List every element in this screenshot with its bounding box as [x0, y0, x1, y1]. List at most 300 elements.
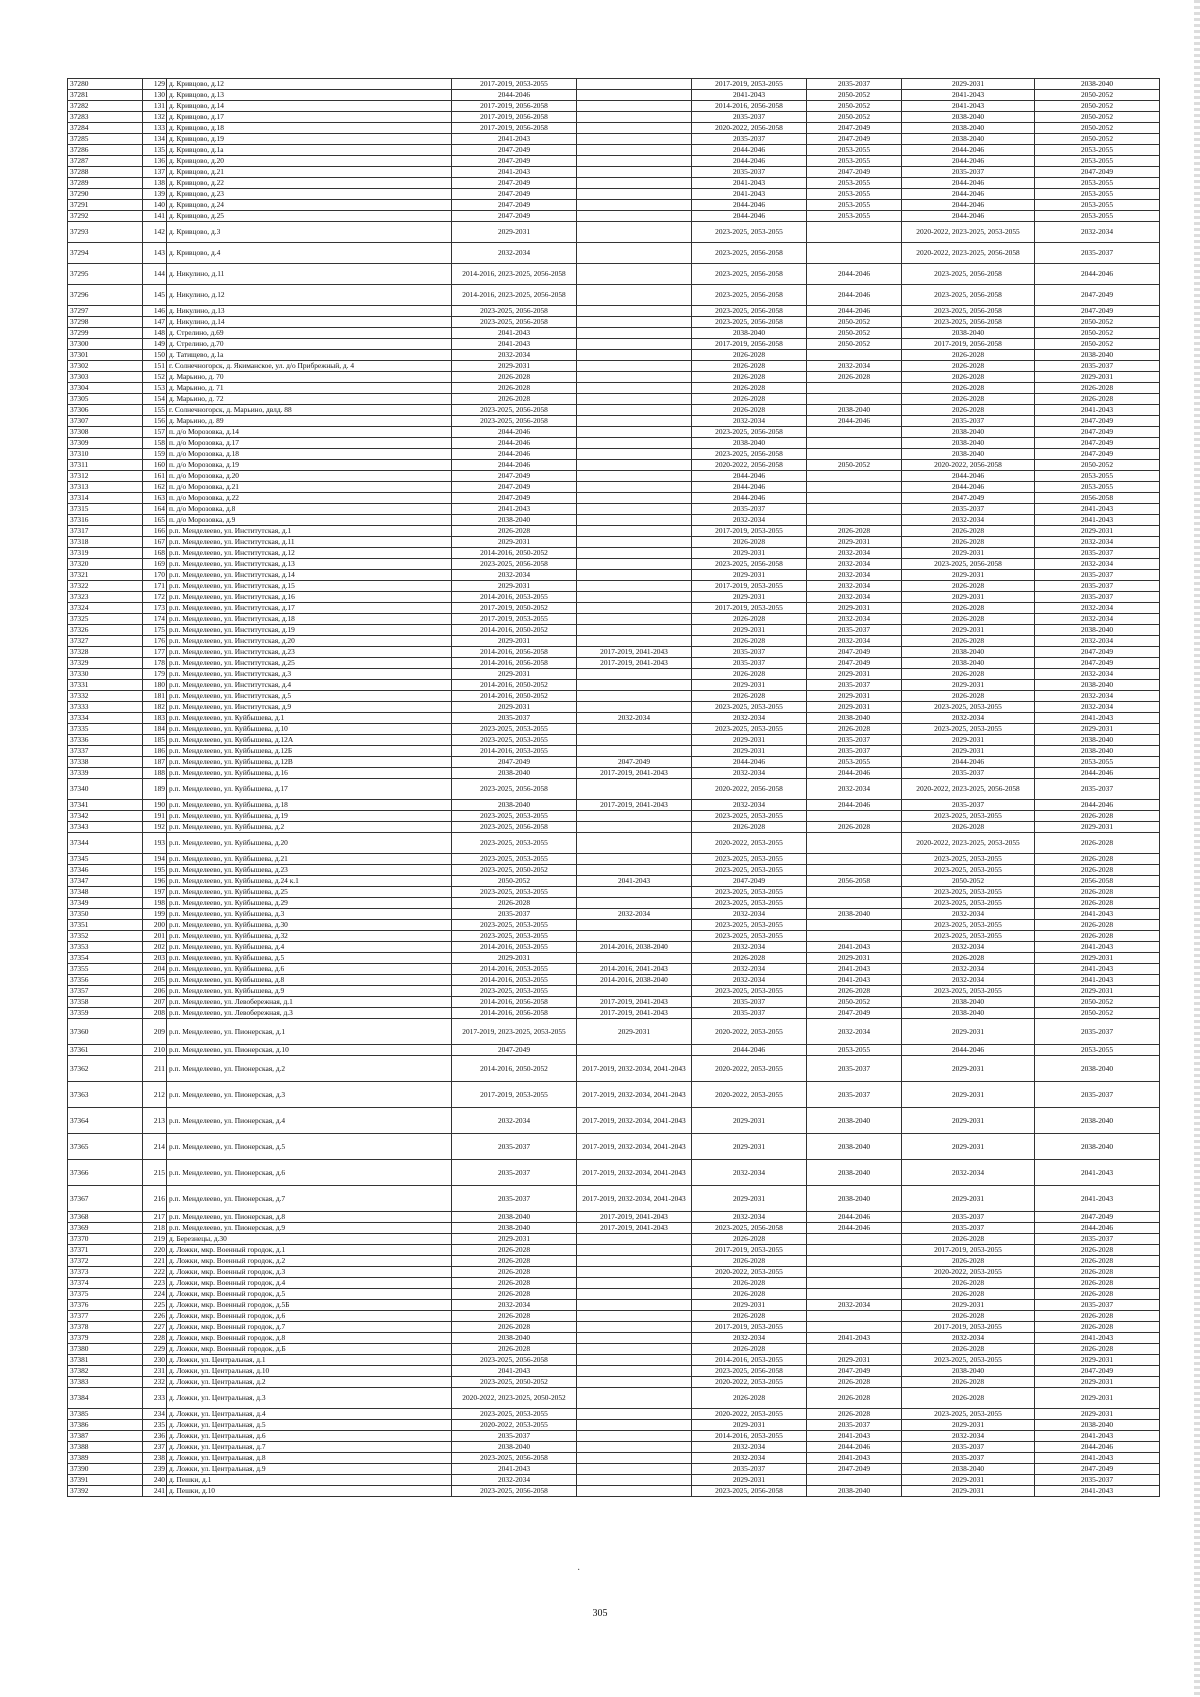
address-cell: д. Кривцово, д.12 — [167, 79, 452, 90]
period-col-3-cell: 2023-2025, 2056-2058 — [692, 449, 807, 460]
row-id-cell: 37283 — [68, 112, 143, 123]
table-row — [68, 515, 1160, 526]
period-col-2-cell: 2014-2016, 2038-2040 — [577, 942, 692, 953]
row-id-cell: 37362 — [68, 1056, 143, 1082]
table-row — [68, 306, 1160, 317]
period-col-2-cell — [577, 1486, 692, 1497]
address-cell: р.п. Менделеево, ул. Институтская, д.20 — [167, 636, 452, 647]
address-cell: д. Кривцово, д.18 — [167, 123, 452, 134]
period-col-3-cell: 2029-2031 — [692, 1108, 807, 1134]
address-cell: р.п. Менделеево, ул. Институтская, д.9 — [167, 702, 452, 713]
table-row — [68, 134, 1160, 145]
period-col-3-cell: 2023-2025, 2053-2055 — [692, 811, 807, 822]
table-row — [68, 964, 1160, 975]
table-row — [68, 211, 1160, 222]
period-col-5-cell: 2026-2028 — [902, 1388, 1035, 1409]
period-col-6-cell: 2047-2049 — [1035, 438, 1160, 449]
period-col-3-cell: 2029-2031 — [692, 1475, 807, 1486]
period-col-6-cell: 2038-2040 — [1035, 735, 1160, 746]
table-row — [68, 735, 1160, 746]
address-cell: р.п. Менделеево, ул. Пионерская, д.8 — [167, 1212, 452, 1223]
period-col-3-cell: 2029-2031 — [692, 1186, 807, 1212]
period-col-5-cell: 2038-2040 — [902, 427, 1035, 438]
row-id-cell: 37349 — [68, 898, 143, 909]
period-col-1-cell: 2029-2031 — [452, 537, 577, 548]
row-number-cell: 221 — [143, 1256, 167, 1267]
period-col-5-cell: 2044-2046 — [902, 757, 1035, 768]
row-number-cell: 130 — [143, 90, 167, 101]
address-cell: р.п. Менделеево, ул. Пионерская, д.1 — [167, 1019, 452, 1045]
period-col-2-cell — [577, 1366, 692, 1377]
address-cell: р.п. Менделеево, ул. Куйбышева, д.3 — [167, 909, 452, 920]
row-number-cell: 192 — [143, 822, 167, 833]
period-col-4-cell: 2053-2055 — [807, 156, 902, 167]
period-col-6-cell: 2029-2031 — [1035, 986, 1160, 997]
period-col-1-cell: 2023-2025, 2056-2058 — [452, 822, 577, 833]
period-col-4-cell — [807, 504, 902, 515]
period-col-2-cell — [577, 1431, 692, 1442]
period-col-4-cell — [807, 438, 902, 449]
period-col-3-cell: 2017-2019, 2053-2055 — [692, 79, 807, 90]
address-cell: д. Никулино, д.12 — [167, 285, 452, 306]
row-number-cell: 195 — [143, 865, 167, 876]
period-col-2-cell — [577, 1267, 692, 1278]
address-cell: д. Ложки, мкр. Военный городок, д.5 — [167, 1289, 452, 1300]
period-col-2-cell — [577, 79, 692, 90]
row-number-cell: 183 — [143, 713, 167, 724]
row-number-cell: 229 — [143, 1344, 167, 1355]
address-cell: р.п. Менделеево, ул. Куйбышева, д.29 — [167, 898, 452, 909]
address-cell: р.п. Менделеево, ул. Куйбышева, д.4 — [167, 942, 452, 953]
period-col-6-cell: 2047-2049 — [1035, 306, 1160, 317]
period-col-3-cell: 2032-2034 — [692, 942, 807, 953]
address-cell: д. Ложки, ул. Центральная, д.5 — [167, 1420, 452, 1431]
row-number-cell: 138 — [143, 178, 167, 189]
table-row — [68, 647, 1160, 658]
address-cell: р.п. Менделеево, ул. Пионерская, д.6 — [167, 1160, 452, 1186]
row-id-cell: 37337 — [68, 746, 143, 757]
table-row — [68, 768, 1160, 779]
address-cell: р.п. Менделеево, ул. Пионерская, д.3 — [167, 1082, 452, 1108]
period-col-4-cell — [807, 471, 902, 482]
table-row — [68, 1388, 1160, 1409]
period-col-1-cell: 2026-2028 — [452, 898, 577, 909]
period-col-2-cell — [577, 1409, 692, 1420]
table-row — [68, 887, 1160, 898]
period-col-3-cell: 2014-2016, 2053-2055 — [692, 1431, 807, 1442]
period-col-6-cell: 2047-2049 — [1035, 285, 1160, 306]
period-col-4-cell: 2041-2043 — [807, 975, 902, 986]
period-col-3-cell: 2029-2031 — [692, 570, 807, 581]
address-cell: р.п. Менделеево, ул. Куйбышева, д.8 — [167, 975, 452, 986]
period-col-5-cell: 2029-2031 — [902, 1082, 1035, 1108]
period-col-4-cell: 2050-2052 — [807, 101, 902, 112]
period-col-6-cell: 2044-2046 — [1035, 768, 1160, 779]
period-col-6-cell: 2050-2052 — [1035, 112, 1160, 123]
period-col-1-cell: 2038-2040 — [452, 1333, 577, 1344]
period-col-1-cell: 2023-2025, 2053-2055 — [452, 920, 577, 931]
period-col-4-cell: 2053-2055 — [807, 189, 902, 200]
row-id-cell: 37320 — [68, 559, 143, 570]
period-col-3-cell: 2032-2034 — [692, 416, 807, 427]
period-col-3-cell: 2026-2028 — [692, 1388, 807, 1409]
period-col-5-cell: 2038-2040 — [902, 134, 1035, 145]
period-col-5-cell: 2035-2037 — [902, 1223, 1035, 1234]
period-col-4-cell: 2047-2049 — [807, 1464, 902, 1475]
period-col-1-cell: 2047-2049 — [452, 189, 577, 200]
period-col-1-cell: 2014-2016, 2053-2055 — [452, 942, 577, 953]
period-col-6-cell: 2026-2028 — [1035, 1278, 1160, 1289]
period-col-5-cell: 2020-2022, 2023-2025, 2056-2058 — [902, 243, 1035, 264]
period-col-2-cell — [577, 145, 692, 156]
period-col-4-cell: 2032-2034 — [807, 592, 902, 603]
period-col-4-cell: 2032-2034 — [807, 559, 902, 570]
row-id-cell: 37344 — [68, 833, 143, 854]
row-id-cell: 37389 — [68, 1453, 143, 1464]
table-row — [68, 145, 1160, 156]
period-col-1-cell: 2014-2016, 2053-2055 — [452, 964, 577, 975]
period-col-5-cell: 2026-2028 — [902, 361, 1035, 372]
period-col-4-cell — [807, 898, 902, 909]
table-row — [68, 243, 1160, 264]
period-col-1-cell: 2023-2025, 2056-2058 — [452, 306, 577, 317]
period-col-2-cell — [577, 702, 692, 713]
period-col-6-cell: 2053-2055 — [1035, 189, 1160, 200]
period-col-6-cell: 2053-2055 — [1035, 156, 1160, 167]
period-col-5-cell: 2035-2037 — [902, 768, 1035, 779]
address-cell: п. д/о Морозовка, д.17 — [167, 438, 452, 449]
period-col-1-cell: 2029-2031 — [452, 361, 577, 372]
row-number-cell: 201 — [143, 931, 167, 942]
period-col-5-cell: 2032-2034 — [902, 964, 1035, 975]
period-col-5-cell: 2038-2040 — [902, 438, 1035, 449]
period-col-3-cell: 2035-2037 — [692, 1464, 807, 1475]
table-row — [68, 1223, 1160, 1234]
period-col-2-cell — [577, 746, 692, 757]
period-col-4-cell: 2038-2040 — [807, 713, 902, 724]
table-row — [68, 1431, 1160, 1442]
period-col-1-cell: 2017-2019, 2053-2055 — [452, 1082, 577, 1108]
period-col-1-cell: 2035-2037 — [452, 1431, 577, 1442]
table-row — [68, 1333, 1160, 1344]
period-col-2-cell — [577, 811, 692, 822]
address-cell: р.п. Менделеево, ул. Куйбышева, д.12В — [167, 757, 452, 768]
period-col-2-cell — [577, 317, 692, 328]
row-number-cell: 214 — [143, 1134, 167, 1160]
period-col-4-cell: 2053-2055 — [807, 1045, 902, 1056]
row-number-cell: 150 — [143, 350, 167, 361]
period-col-1-cell: 2014-2016, 2050-2052 — [452, 1056, 577, 1082]
period-col-3-cell: 2023-2025, 2056-2058 — [692, 264, 807, 285]
period-col-4-cell: 2029-2031 — [807, 1355, 902, 1366]
row-id-cell: 37351 — [68, 920, 143, 931]
period-col-1-cell: 2017-2019, 2056-2058 — [452, 123, 577, 134]
period-col-3-cell: 2023-2025, 2056-2058 — [692, 306, 807, 317]
row-number-cell: 148 — [143, 328, 167, 339]
period-col-5-cell: 2050-2052 — [902, 876, 1035, 887]
period-col-2-cell — [577, 1420, 692, 1431]
period-col-1-cell: 2026-2028 — [452, 1245, 577, 1256]
row-number-cell: 156 — [143, 416, 167, 427]
period-col-1-cell: 2023-2025, 2056-2058 — [452, 416, 577, 427]
row-id-cell: 37290 — [68, 189, 143, 200]
period-col-3-cell: 2032-2034 — [692, 1453, 807, 1464]
period-col-1-cell: 2014-2016, 2050-2052 — [452, 625, 577, 636]
period-col-4-cell — [807, 1289, 902, 1300]
period-col-2-cell — [577, 854, 692, 865]
period-col-6-cell: 2026-2028 — [1035, 920, 1160, 931]
period-col-2-cell — [577, 1278, 692, 1289]
period-col-1-cell: 2017-2019, 2050-2052 — [452, 603, 577, 614]
period-col-2-cell — [577, 1344, 692, 1355]
row-number-cell: 134 — [143, 134, 167, 145]
period-col-1-cell: 2026-2028 — [452, 1256, 577, 1267]
period-col-3-cell: 2029-2031 — [692, 746, 807, 757]
period-col-4-cell — [807, 811, 902, 822]
period-col-5-cell: 2032-2034 — [902, 975, 1035, 986]
period-col-6-cell: 2029-2031 — [1035, 1388, 1160, 1409]
row-id-cell: 37356 — [68, 975, 143, 986]
table-row — [68, 669, 1160, 680]
period-col-3-cell: 2041-2043 — [692, 189, 807, 200]
row-id-cell: 37353 — [68, 942, 143, 953]
row-number-cell: 213 — [143, 1108, 167, 1134]
period-col-5-cell: 2044-2046 — [902, 1045, 1035, 1056]
period-col-4-cell — [807, 1344, 902, 1355]
row-number-cell: 166 — [143, 526, 167, 537]
period-col-3-cell: 2029-2031 — [692, 680, 807, 691]
row-number-cell: 199 — [143, 909, 167, 920]
table-row — [68, 79, 1160, 90]
period-col-5-cell: 2020-2022, 2023-2025, 2053-2055 — [902, 833, 1035, 854]
period-col-1-cell: 2014-2016, 2023-2025, 2056-2058 — [452, 285, 577, 306]
address-cell: д. Ложки, ул. Центральная, д.10 — [167, 1366, 452, 1377]
table-row — [68, 833, 1160, 854]
period-col-1-cell: 2047-2049 — [452, 145, 577, 156]
period-col-3-cell: 2035-2037 — [692, 134, 807, 145]
period-col-4-cell: 2038-2040 — [807, 1486, 902, 1497]
period-col-2-cell: 2032-2034 — [577, 909, 692, 920]
period-col-1-cell: 2038-2040 — [452, 768, 577, 779]
period-col-3-cell: 2023-2025, 2053-2055 — [692, 898, 807, 909]
period-col-5-cell: 2044-2046 — [902, 200, 1035, 211]
period-col-5-cell: 2029-2031 — [902, 1108, 1035, 1134]
period-col-2-cell — [577, 1377, 692, 1388]
period-col-5-cell: 2029-2031 — [902, 1186, 1035, 1212]
row-id-cell: 37358 — [68, 997, 143, 1008]
row-id-cell: 37303 — [68, 372, 143, 383]
period-col-4-cell: 2032-2034 — [807, 779, 902, 800]
row-number-cell: 171 — [143, 581, 167, 592]
row-id-cell: 37376 — [68, 1300, 143, 1311]
table-row — [68, 1464, 1160, 1475]
period-col-4-cell: 2047-2049 — [807, 647, 902, 658]
row-id-cell: 37385 — [68, 1409, 143, 1420]
table-row — [68, 1082, 1160, 1108]
period-col-6-cell: 2032-2034 — [1035, 636, 1160, 647]
table-row — [68, 614, 1160, 625]
period-col-3-cell: 2029-2031 — [692, 548, 807, 559]
row-number-cell: 133 — [143, 123, 167, 134]
period-col-4-cell: 2050-2052 — [807, 339, 902, 350]
period-col-6-cell: 2053-2055 — [1035, 200, 1160, 211]
period-col-2-cell — [577, 680, 692, 691]
period-col-1-cell: 2035-2037 — [452, 713, 577, 724]
period-col-4-cell: 2032-2034 — [807, 1300, 902, 1311]
period-col-2-cell — [577, 669, 692, 680]
row-id-cell: 37322 — [68, 581, 143, 592]
period-col-3-cell: 2029-2031 — [692, 735, 807, 746]
period-col-6-cell: 2041-2043 — [1035, 964, 1160, 975]
address-cell: п. д/о Морозовка, д.18 — [167, 449, 452, 460]
table-row — [68, 931, 1160, 942]
row-id-cell: 37363 — [68, 1082, 143, 1108]
period-col-5-cell: 2023-2025, 2053-2055 — [902, 1355, 1035, 1366]
period-col-1-cell: 2014-2016, 2050-2052 — [452, 691, 577, 702]
period-col-4-cell: 2038-2040 — [807, 1186, 902, 1212]
row-number-cell: 230 — [143, 1355, 167, 1366]
period-col-2-cell — [577, 1289, 692, 1300]
address-cell: д. Ложки, ул. Центральная, д.1 — [167, 1355, 452, 1366]
period-col-6-cell: 2044-2046 — [1035, 1442, 1160, 1453]
address-cell: р.п. Менделеево, ул. Куйбышева, д.18 — [167, 800, 452, 811]
period-col-2-cell — [577, 394, 692, 405]
period-col-4-cell — [807, 1311, 902, 1322]
period-col-3-cell: 2026-2028 — [692, 636, 807, 647]
period-col-3-cell: 2032-2034 — [692, 1160, 807, 1186]
row-number-cell: 240 — [143, 1475, 167, 1486]
address-cell: р.п. Менделеево, ул. Пионерская, д.4 — [167, 1108, 452, 1134]
period-col-4-cell: 2026-2028 — [807, 526, 902, 537]
table-row — [68, 101, 1160, 112]
address-cell: р.п. Менделеево, ул. Куйбышева, д.6 — [167, 964, 452, 975]
table-row — [68, 876, 1160, 887]
period-col-3-cell: 2023-2025, 2056-2058 — [692, 1223, 807, 1234]
table-row — [68, 1486, 1160, 1497]
row-id-cell: 37345 — [68, 854, 143, 865]
period-col-5-cell: 2038-2040 — [902, 658, 1035, 669]
period-col-5-cell: 2026-2028 — [902, 614, 1035, 625]
period-col-2-cell — [577, 1256, 692, 1267]
period-col-6-cell: 2032-2034 — [1035, 537, 1160, 548]
row-id-cell: 37281 — [68, 90, 143, 101]
row-id-cell: 37289 — [68, 178, 143, 189]
period-col-4-cell: 2053-2055 — [807, 178, 902, 189]
period-col-1-cell: 2029-2031 — [452, 1234, 577, 1245]
period-col-1-cell: 2044-2046 — [452, 460, 577, 471]
period-col-4-cell: 2035-2037 — [807, 746, 902, 757]
row-number-cell: 175 — [143, 625, 167, 636]
period-col-2-cell — [577, 101, 692, 112]
address-cell: д. Марьино, д. 72 — [167, 394, 452, 405]
address-cell: д. Кривцово, д.1а — [167, 145, 452, 156]
address-cell: п. д/о Морозовка, д.21 — [167, 482, 452, 493]
period-col-6-cell: 2047-2049 — [1035, 416, 1160, 427]
period-col-2-cell — [577, 123, 692, 134]
period-col-1-cell: 2023-2025, 2050-2052 — [452, 865, 577, 876]
period-col-3-cell: 2023-2025, 2056-2058 — [692, 243, 807, 264]
row-number-cell: 139 — [143, 189, 167, 200]
period-col-5-cell: 2026-2028 — [902, 822, 1035, 833]
row-id-cell: 37318 — [68, 537, 143, 548]
period-col-6-cell: 2053-2055 — [1035, 471, 1160, 482]
period-col-5-cell: 2020-2022, 2053-2055 — [902, 1267, 1035, 1278]
period-col-3-cell: 2032-2034 — [692, 1333, 807, 1344]
row-number-cell: 191 — [143, 811, 167, 822]
period-col-4-cell: 2035-2037 — [807, 1056, 902, 1082]
period-col-2-cell — [577, 416, 692, 427]
period-col-5-cell: 2020-2022, 2056-2058 — [902, 460, 1035, 471]
period-col-4-cell: 2035-2037 — [807, 625, 902, 636]
period-col-5-cell: 2038-2040 — [902, 1464, 1035, 1475]
row-id-cell: 37378 — [68, 1322, 143, 1333]
table-row — [68, 264, 1160, 285]
period-col-5-cell: 2038-2040 — [902, 1366, 1035, 1377]
period-col-6-cell: 2035-2037 — [1035, 1234, 1160, 1245]
row-id-cell: 37391 — [68, 1475, 143, 1486]
period-col-1-cell: 2032-2034 — [452, 243, 577, 264]
period-col-3-cell: 2020-2022, 2053-2055 — [692, 1267, 807, 1278]
period-col-6-cell: 2026-2028 — [1035, 811, 1160, 822]
row-number-cell: 140 — [143, 200, 167, 211]
row-number-cell: 161 — [143, 471, 167, 482]
address-cell: р.п. Менделеево, ул. Институтская, д.4 — [167, 680, 452, 691]
period-col-1-cell: 2047-2049 — [452, 471, 577, 482]
row-number-cell: 142 — [143, 222, 167, 243]
period-col-4-cell: 2035-2037 — [807, 79, 902, 90]
row-id-cell: 37377 — [68, 1311, 143, 1322]
period-col-3-cell: 2044-2046 — [692, 211, 807, 222]
period-col-1-cell: 2038-2040 — [452, 1442, 577, 1453]
period-col-4-cell: 2035-2037 — [807, 1082, 902, 1108]
period-col-3-cell: 2032-2034 — [692, 1442, 807, 1453]
table-row — [68, 800, 1160, 811]
period-col-5-cell: 2032-2034 — [902, 909, 1035, 920]
period-col-2-cell: 2014-2016, 2038-2040 — [577, 975, 692, 986]
period-col-1-cell: 2014-2016, 2053-2055 — [452, 746, 577, 757]
table-row — [68, 1056, 1160, 1082]
period-col-6-cell: 2038-2040 — [1035, 1056, 1160, 1082]
period-col-3-cell: 2023-2025, 2056-2058 — [692, 427, 807, 438]
period-col-2-cell: 2047-2049 — [577, 757, 692, 768]
period-col-1-cell: 2035-2037 — [452, 909, 577, 920]
period-col-5-cell: 2023-2025, 2053-2055 — [902, 986, 1035, 997]
period-col-4-cell: 2029-2031 — [807, 669, 902, 680]
period-col-6-cell: 2056-2058 — [1035, 493, 1160, 504]
period-col-3-cell: 2020-2022, 2053-2055 — [692, 1056, 807, 1082]
period-col-6-cell: 2053-2055 — [1035, 1045, 1160, 1056]
row-id-cell: 37355 — [68, 964, 143, 975]
period-col-4-cell — [807, 931, 902, 942]
row-number-cell: 208 — [143, 1008, 167, 1019]
period-col-6-cell: 2032-2034 — [1035, 614, 1160, 625]
address-cell: р.п. Менделеево, ул. Пионерская, д.2 — [167, 1056, 452, 1082]
period-col-3-cell: 2035-2037 — [692, 647, 807, 658]
row-id-cell: 37299 — [68, 328, 143, 339]
address-cell: р.п. Менделеево, ул. Левобережная, д.1 — [167, 997, 452, 1008]
period-col-2-cell — [577, 1045, 692, 1056]
period-col-5-cell: 2044-2046 — [902, 178, 1035, 189]
address-cell: д. Кривцово, д.24 — [167, 200, 452, 211]
period-col-5-cell: 2026-2028 — [902, 1377, 1035, 1388]
row-id-cell: 37357 — [68, 986, 143, 997]
period-col-5-cell: 2029-2031 — [902, 625, 1035, 636]
address-cell: р.п. Менделеево, ул. Куйбышева, д.9 — [167, 986, 452, 997]
period-col-2-cell — [577, 822, 692, 833]
row-id-cell: 37313 — [68, 482, 143, 493]
period-col-5-cell: 2017-2019, 2053-2055 — [902, 1322, 1035, 1333]
address-cell: д. Никулино, д.13 — [167, 306, 452, 317]
